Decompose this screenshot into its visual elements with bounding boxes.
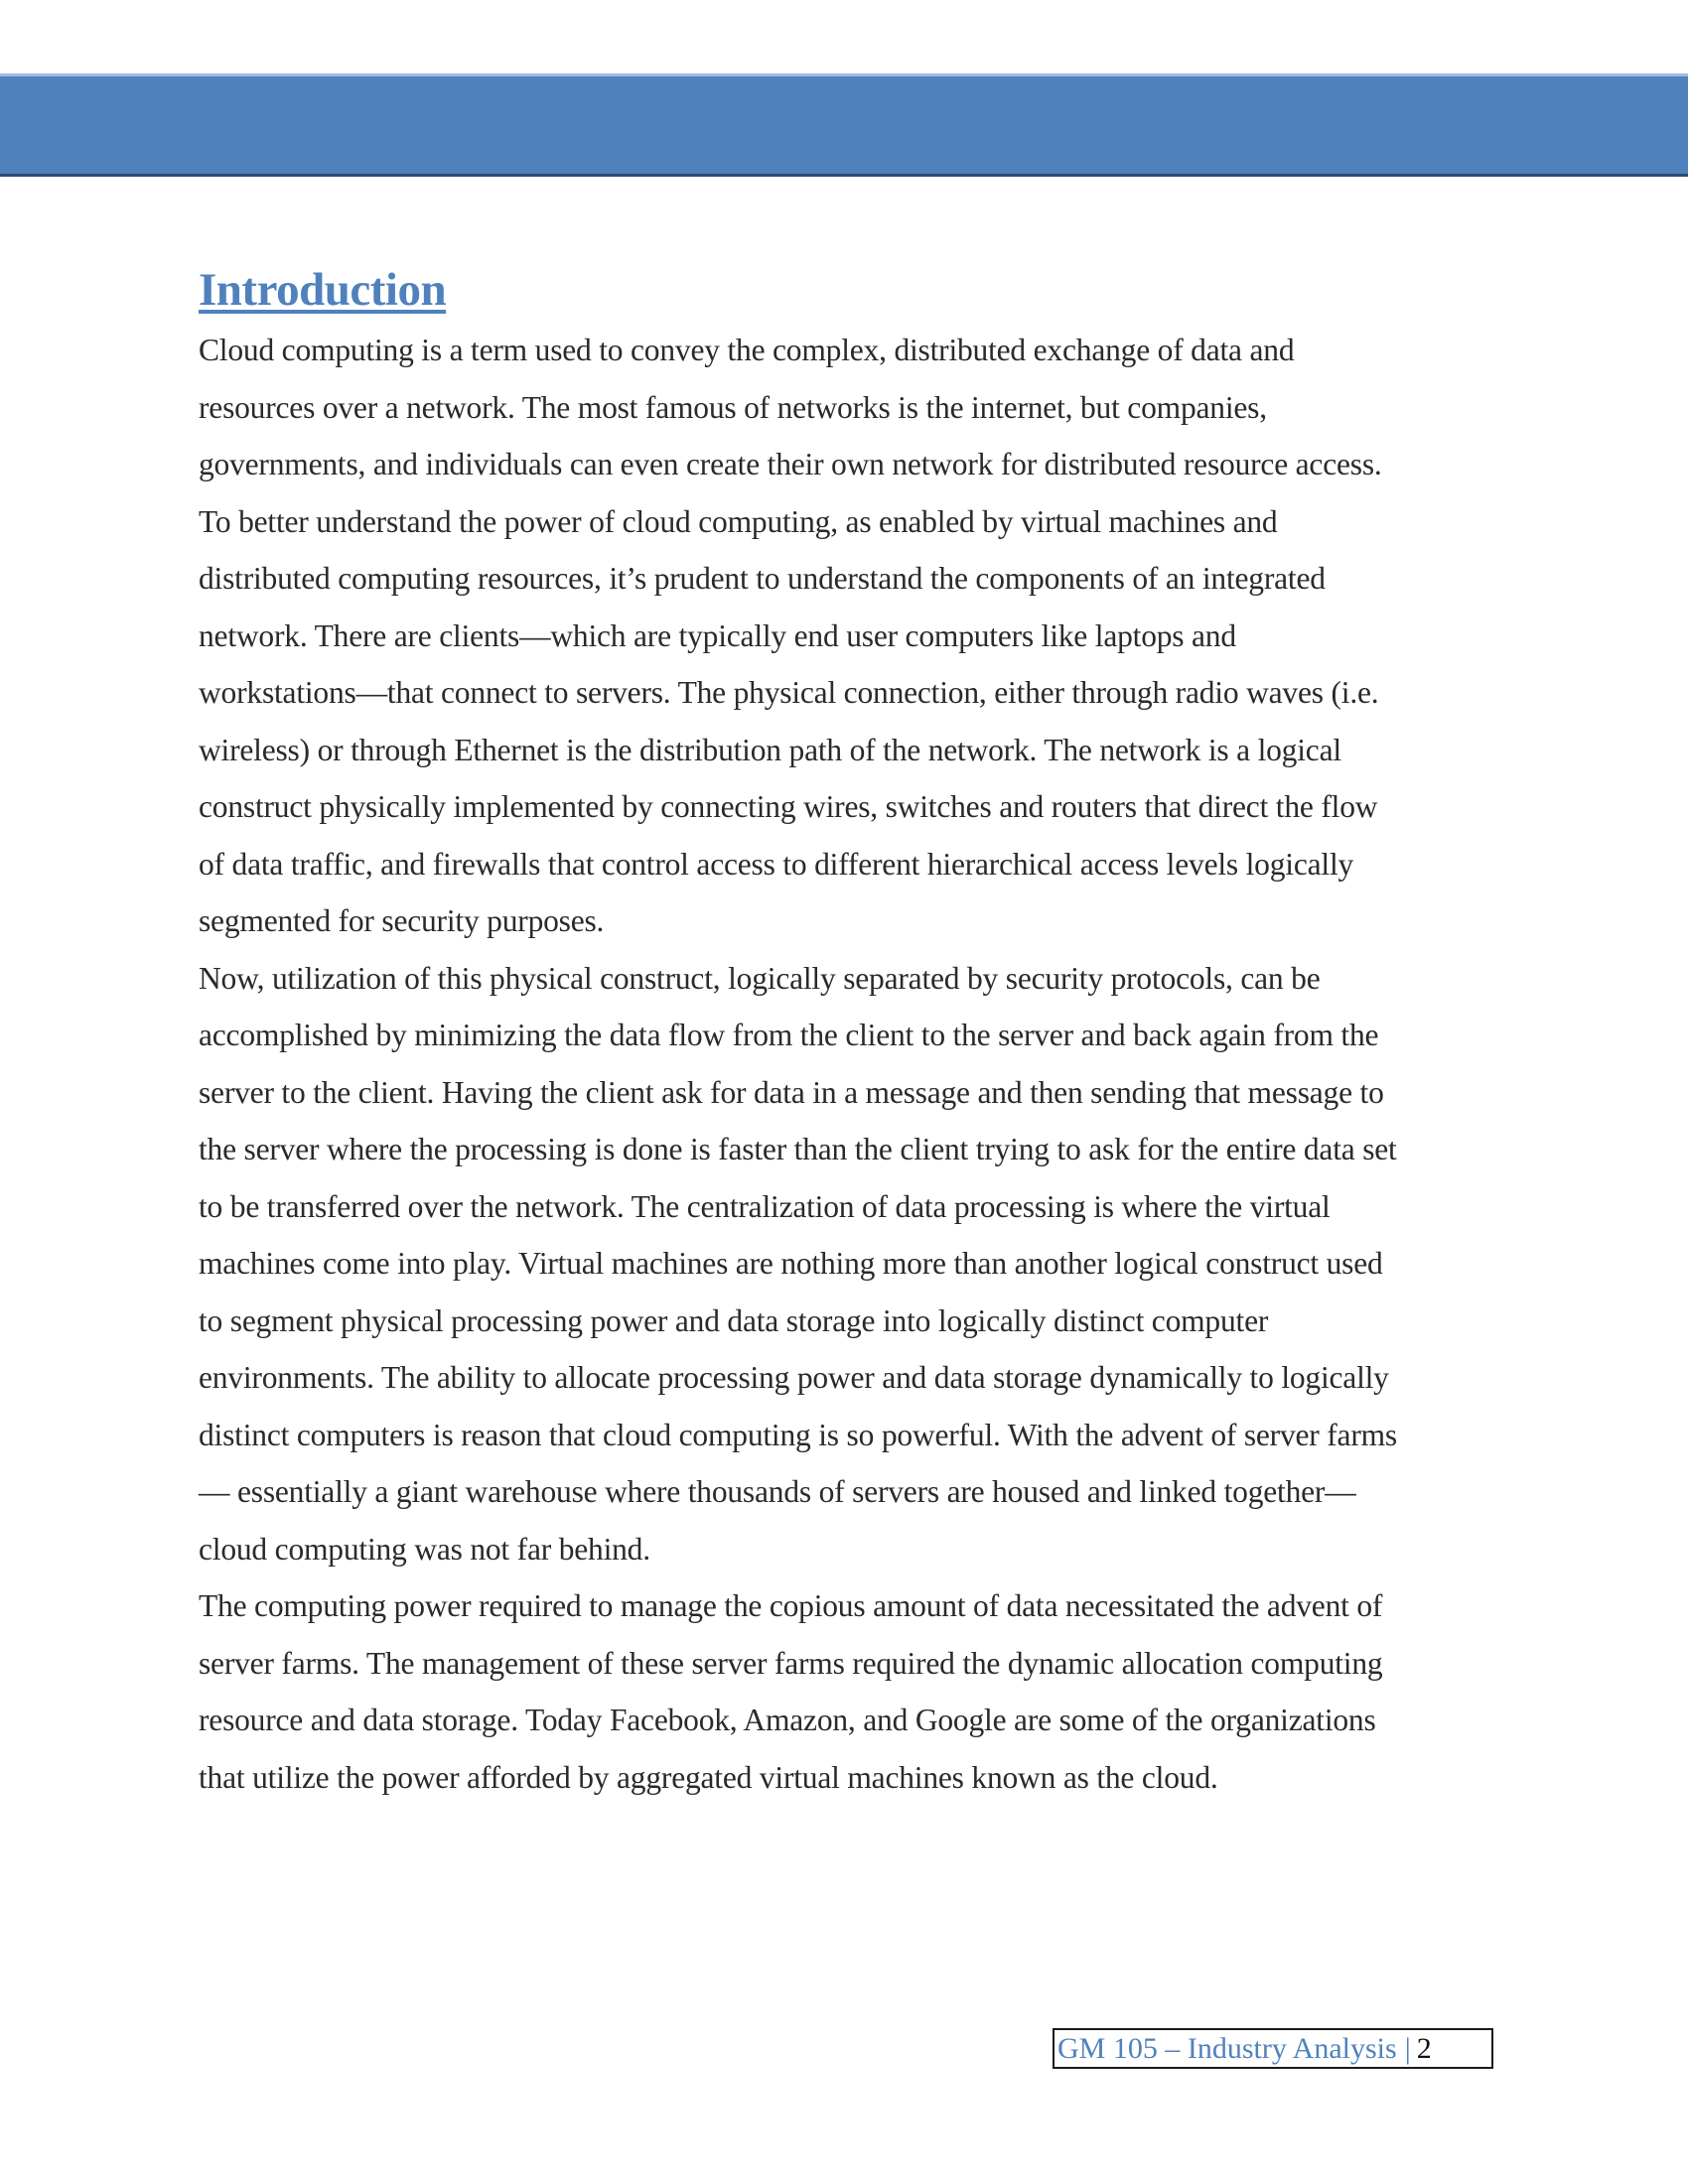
text-line: — essentially a giant warehouse where thousands of servers are housed and linked together— (199, 1474, 1356, 1509)
paragraph-1 (199, 322, 1499, 950)
text-line: To better understand the power of cloud computing, as enabled by virtual machines and (199, 503, 1278, 539)
page-footer (1053, 2028, 1493, 2069)
page-number: 2 (1416, 2031, 1432, 2065)
text-line: distinct computers is reason that cloud computing is so powerful. With the advent of server farms (199, 1417, 1397, 1452)
footer-document-title: GM 105 – Industry Analysis (1057, 2031, 1397, 2065)
text-line: segmented for security purposes. (199, 903, 605, 938)
document-body (199, 260, 1499, 1806)
text-line: cloud computing was not far behind. (199, 1531, 650, 1567)
text-line: to be transferred over the network. The centralization of data processing is where the virtual (199, 1188, 1331, 1224)
text-line: distributed computing resources, it’s prudent to understand the components of an integrated (199, 561, 1326, 596)
text-line: The computing power required to manage the copious amount of data necessitated the advent of (199, 1588, 1383, 1623)
text-line: wireless) or through Ethernet is the distribution path of the network. The network is a logical (199, 732, 1341, 767)
text-line: accomplished by minimizing the data flow from the client to the server and back again from the (199, 1018, 1379, 1052)
text-line: Cloud computing is a term used to convey the complex, distributed exchange of data and (199, 333, 1295, 367)
text-line: the server where the processing is done is faster than the client trying to ask for the entire data set (199, 1132, 1397, 1166)
text-line: Now, utilization of this physical construct, logically separated by security protocols, can be (199, 960, 1321, 996)
header-banner (0, 73, 1688, 177)
text-line: workstations—that connect to servers. The physical connection, either through radio waves (i.e. (199, 675, 1379, 710)
text-line: resources over a network. The most famous of networks is the internet, but companies, (199, 389, 1267, 425)
text-line: environments. The ability to allocate processing power and data storage dynamically to logically (199, 1360, 1389, 1395)
text-line: to segment physical processing power and data storage into logically distinct computer (199, 1302, 1269, 1338)
footer-separator: | (1404, 2031, 1411, 2065)
text-line: of data traffic, and firewalls that control access to different hierarchical access levels logically (199, 846, 1354, 882)
text-line: machines come into play. Virtual machines are nothing more than another logical construct used (199, 1246, 1383, 1281)
text-line: network. There are clients—which are typically end user computers like laptops and (199, 617, 1236, 653)
paragraph-3 (199, 1577, 1499, 1806)
paragraph-2 (199, 950, 1499, 1578)
text-line: that utilize the power afforded by aggregated virtual machines known as the cloud. (199, 1759, 1218, 1795)
text-line: governments, and individuals can even create their own network for distributed resource access. (199, 447, 1382, 481)
text-line: resource and data storage. Today Facebook, Amazon, and Google are some of the organizations (199, 1703, 1376, 1737)
text-line: construct physically implemented by connecting wires, switches and routers that direct the flow (199, 789, 1378, 824)
text-line: server to the client. Having the client ask for data in a message and then sending that message to (199, 1074, 1384, 1110)
text-line: server farms. The management of these server farms required the dynamic allocation computing (199, 1645, 1383, 1681)
section-heading: Introduction (199, 264, 447, 316)
